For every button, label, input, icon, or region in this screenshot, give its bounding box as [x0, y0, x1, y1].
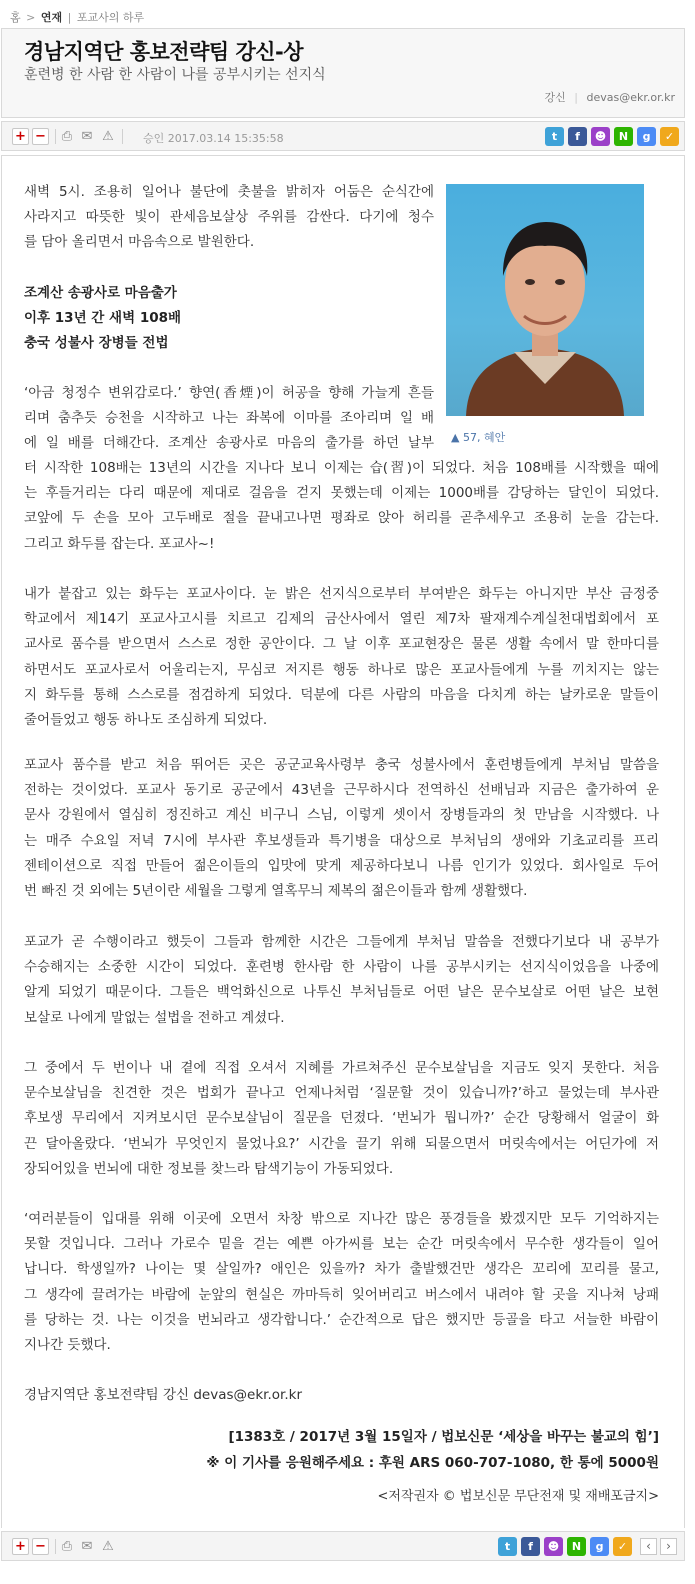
author-photo [446, 184, 644, 416]
breadcrumb [10, 9, 144, 25]
font-increase-button[interactable]: + [12, 128, 29, 145]
report-icon[interactable]: ⚠ [102, 1539, 114, 1554]
email-icon[interactable]: ✉ [81, 1539, 93, 1554]
text-line: 에 일 배를 더해간다. 조계산 송광사로 마음의 출가를 하던 날부 [24, 435, 434, 452]
byline-divider: | [574, 91, 578, 104]
text-line: 끈 달아올랐다. ‘번뇌가 무엇인지 물었나요?’ 시간을 끌기 위해 되물으면서 머릿속에서는 어딘가에 저 [24, 1135, 659, 1152]
text-line: 리며 춤추듯 승천을 시작하고 나는 좌복에 이마를 조아리며 일 배 [24, 410, 434, 427]
naver-icon[interactable]: N [614, 127, 633, 146]
email-icon[interactable]: ✉ [81, 129, 93, 144]
text-line: 지나간 듯했다. [24, 1337, 111, 1354]
heading-line: 이후 13년 간 새벽 108배 [24, 310, 182, 327]
facebook-icon[interactable]: f [521, 1537, 540, 1556]
text-line: 를 당하는 것. 나는 이것을 번뇌라고 생각합니다.’ 순간적으로 답은 했지만 등골을 타고 서늘한 바람이 [24, 1311, 659, 1328]
text-line: ‘여러분들이 입대를 위해 이곳에 오면서 차창 밖으로 지나간 많은 풍경들을 봤겠지만 모두 기억하지는 [24, 1211, 659, 1227]
report-icon[interactable]: ⚠ [102, 129, 114, 144]
article-toolbar-top [1, 121, 685, 151]
breadcrumb-divider: | [64, 11, 75, 24]
google-icon[interactable]: g [590, 1537, 609, 1556]
breadcrumb-series[interactable]: 포교사의 하루 [76, 11, 145, 24]
text-line: 지 화두를 통해 스스로를 점검하게 되었다. 덕분에 다른 사람의 마음을 다치게 하는 날카로운 말들이 [24, 686, 659, 703]
sub-heading [24, 281, 181, 357]
text-line: 보살로 나에게 말없는 설법을 전하고 계셨다. [24, 1009, 285, 1026]
text-line: ‘아금 청정수 변위감로다.’ 향연(香煙)이 허공을 향해 가늘게 흔들 [24, 385, 434, 401]
font-increase-button[interactable]: + [12, 1538, 29, 1555]
text-line: 문사 강원에서 열심히 정진하고 계신 비구니 스님, 이렇게 셋이서 장병들과의 첫 만남을 시작했다. 나 [24, 807, 659, 824]
text-line: 그리고 화두를 잡는다. 포교사~! [24, 535, 215, 552]
text-line: 그 생각에 끌려가는 바람에 눈앞의 현실은 까마득히 잊어버리고 버스에서 내려야 할 곳을 지나쳐 낭패 [24, 1286, 659, 1303]
toolbar-divider [122, 129, 123, 144]
text-line: 그 중에서 두 번이나 내 곁에 직접 오셔서 지혜를 가르쳐주신 문수보살님을 지금도 잊지 못한다. 처음 [24, 1060, 659, 1076]
toolbar-divider [55, 129, 56, 144]
heading-line: 충국 성불사 장병들 전법 [24, 335, 169, 352]
text-line: 알게 되었기 때문이다. 그들은 백억화신으로 나투신 부처님들로 어떤 날은 문수보살로 어떤 날은 보현 [24, 984, 659, 1001]
text-line: 코앞에 두 손을 모아 고두배로 절을 끝내고나면 평좌로 앉아 허리를 곧추세우고 조용히 눈을 감는다. [24, 510, 659, 527]
text-line: 후보생 무리에서 지켜보시던 문수보살님이 질문을 던졌다. ‘번뇌가 뭡니까?’ 순간 당황해서 얼굴이 화 [24, 1110, 659, 1127]
prev-article-button[interactable]: ‹ [640, 1538, 657, 1555]
text-line: 내가 붙잡고 있는 화두는 포교사이다. 눈 밝은 선지식으로부터 부여받은 화두는 아니지만 부산 금정중 [24, 586, 659, 602]
text-line: 사라지고 따뜻한 빛이 관세음보살상 주위를 감싼다. 다기에 청수 [24, 209, 434, 226]
text-line: 장되어있을 번뇌에 대한 정보를 찾느라 탐색기능이 가동되었다. [24, 1160, 394, 1177]
text-line: 납니다. 학생일까? 나이는 몇 살일까? 애인은 있을까? 차가 출발했건만 생각은 꼬리에 꼬리를 물고, [24, 1261, 659, 1278]
portrait-image [446, 184, 644, 416]
issue-reference: [1383호 / 2017년 3월 15일자 / 법보신문 ‘세상을 바꾸는 불교의 힘’] [228, 1429, 659, 1445]
text-line: 포교가 곧 수행이라고 했듯이 그들과 함께한 시간은 그들에게 부처님 말씀을 전했다기보다 내 공부가 [24, 934, 659, 950]
text-line: 하면서도 포교사로서 어울리는지, 무심코 저지른 행동 하나로 많은 포교사들에게 누를 끼치지는 않는 [24, 661, 659, 678]
twitter-icon[interactable]: t [545, 127, 564, 146]
me2day-icon[interactable]: ☻ [591, 127, 610, 146]
support-notice: ※ 이 기사를 응원해주세요 : 후원 ARS 060-707-1080, 한 통에 5000원 [206, 1455, 659, 1471]
paragraph-5 [24, 930, 659, 1031]
copyright-notice: <저작권자 © 법보신문 무단전재 및 재배포금지> [377, 1489, 659, 1504]
page-title: 경남지역단 홍보전략팀 강신-상 [24, 40, 304, 64]
text-line: 못할 것입니다. 그러나 가로수 밑을 걷는 예쁜 아가씨를 보는 순간 머릿속에서 무수한 생각들이 일어 [24, 1236, 659, 1253]
text-line: 교사로 품수를 받으면서 스스로 정한 공안이다. 그 날 이후 포교현장은 물론 생활 속에서 말 한마디를 [24, 636, 659, 653]
byline [545, 89, 676, 105]
me2day-icon[interactable]: ☻ [544, 1537, 563, 1556]
page-subtitle: 훈련병 한 사람 한 사람이 나를 공부시키는 선지식 [24, 67, 326, 83]
paragraph-2-continued [24, 456, 659, 557]
text-line: 수승해지는 소중한 시간이 되었다. 훈련병 한사람 한 사람이 나를 공부시키는 선지식이었음을 나중에 [24, 959, 659, 976]
text-line: 학교에서 제14기 포교사고시를 치르고 김제의 금산사에서 열린 제7차 팔재계수계실천대법회에서 포 [24, 611, 659, 628]
photo-caption: ▲ 57, 혜안 [451, 431, 506, 444]
twitter-icon[interactable]: t [498, 1537, 517, 1556]
print-icon[interactable]: ⎙ [61, 1539, 73, 1554]
font-decrease-button[interactable]: − [32, 128, 49, 145]
text-line: 포교사 품수를 받고 처음 뛰어든 곳은 공군교육사령부 충국 성불사에서 훈련병들에게 부처님 말씀을 [24, 757, 659, 773]
toolbar-divider [55, 1539, 56, 1554]
text-line: 줄어들었고 행동 하나도 조심하게 되었다. [24, 712, 268, 729]
paragraph-6 [24, 1056, 659, 1182]
google-icon[interactable]: g [637, 127, 656, 146]
yozm-icon[interactable]: ✓ [613, 1537, 632, 1556]
approval-date: 승인 2017.03.14 15:35:58 [143, 132, 284, 145]
text-line: 문수보살님을 친견한 것은 법회가 끝나고 언제나처럼 ‘질문할 것이 있습니까?’하고 물었는데 부사관 [24, 1085, 659, 1102]
text-line: 젠테이션으로 직접 만들어 젊은이들의 입맛에 맞게 제공하다보니 나름 인기가 있었다. 회사일로 두어 [24, 857, 659, 874]
byline-author: 강신 [544, 91, 566, 104]
text-line: 새벽 5시. 조용히 일어나 불단에 촛불을 밝히자 어둠은 순식간에 [24, 184, 434, 200]
chevron-right-icon: > [22, 11, 39, 24]
font-decrease-button[interactable]: − [32, 1538, 49, 1555]
paragraph-4 [24, 753, 659, 904]
text-line: 는 매주 수요일 저녁 7시에 부사관 후보생들과 특기병을 대상으로 부처님의 생애와 기초교리를 프리 [24, 832, 659, 849]
next-article-button[interactable]: › [660, 1538, 677, 1555]
article-toolbar-bottom [1, 1531, 685, 1561]
heading-line: 조계산 송광사로 마음출가 [24, 285, 177, 301]
paragraph-1 [24, 180, 434, 256]
print-icon[interactable]: ⎙ [61, 129, 73, 144]
breadcrumb-home[interactable]: 홈 [10, 11, 21, 24]
signature-line: 경남지역단 홍보전략팀 강신 devas@ekr.or.kr [24, 1387, 302, 1403]
author-signature [24, 1383, 302, 1408]
naver-icon[interactable]: N [567, 1537, 586, 1556]
paragraph-3 [24, 582, 659, 733]
yozm-icon[interactable]: ✓ [660, 127, 679, 146]
text-line: 는 후들거리는 다리 때문에 제대로 걸음을 걷지 못했는데 이제는 1000배를 감당하는 달인이 되었다. [24, 485, 659, 502]
text-line: 번 빠진 것 외에는 5년이란 세월을 그렇게 열혹무늬 제복의 젊은이들과 함께 생활했다. [24, 883, 528, 900]
paragraph-2 [24, 381, 434, 457]
text-line: 를 담아 올리면서 마음속으로 발원한다. [24, 234, 255, 251]
facebook-icon[interactable]: f [568, 127, 587, 146]
paragraph-7 [24, 1207, 659, 1358]
text-line: 터 시작한 108배는 13년의 시간을 지나다 보니 이제는 습(習)이 되었다. 처음 108배를 시작했을 때에 [24, 460, 659, 476]
byline-email[interactable]: devas@ekr.or.kr [586, 91, 675, 104]
breadcrumb-section[interactable]: 연재 [40, 11, 63, 24]
text-line: 전하는 것이었다. 포교사 동기로 공군에서 43년을 근무하시다 전역하신 선배님과 지금은 출가하여 운 [24, 782, 659, 799]
